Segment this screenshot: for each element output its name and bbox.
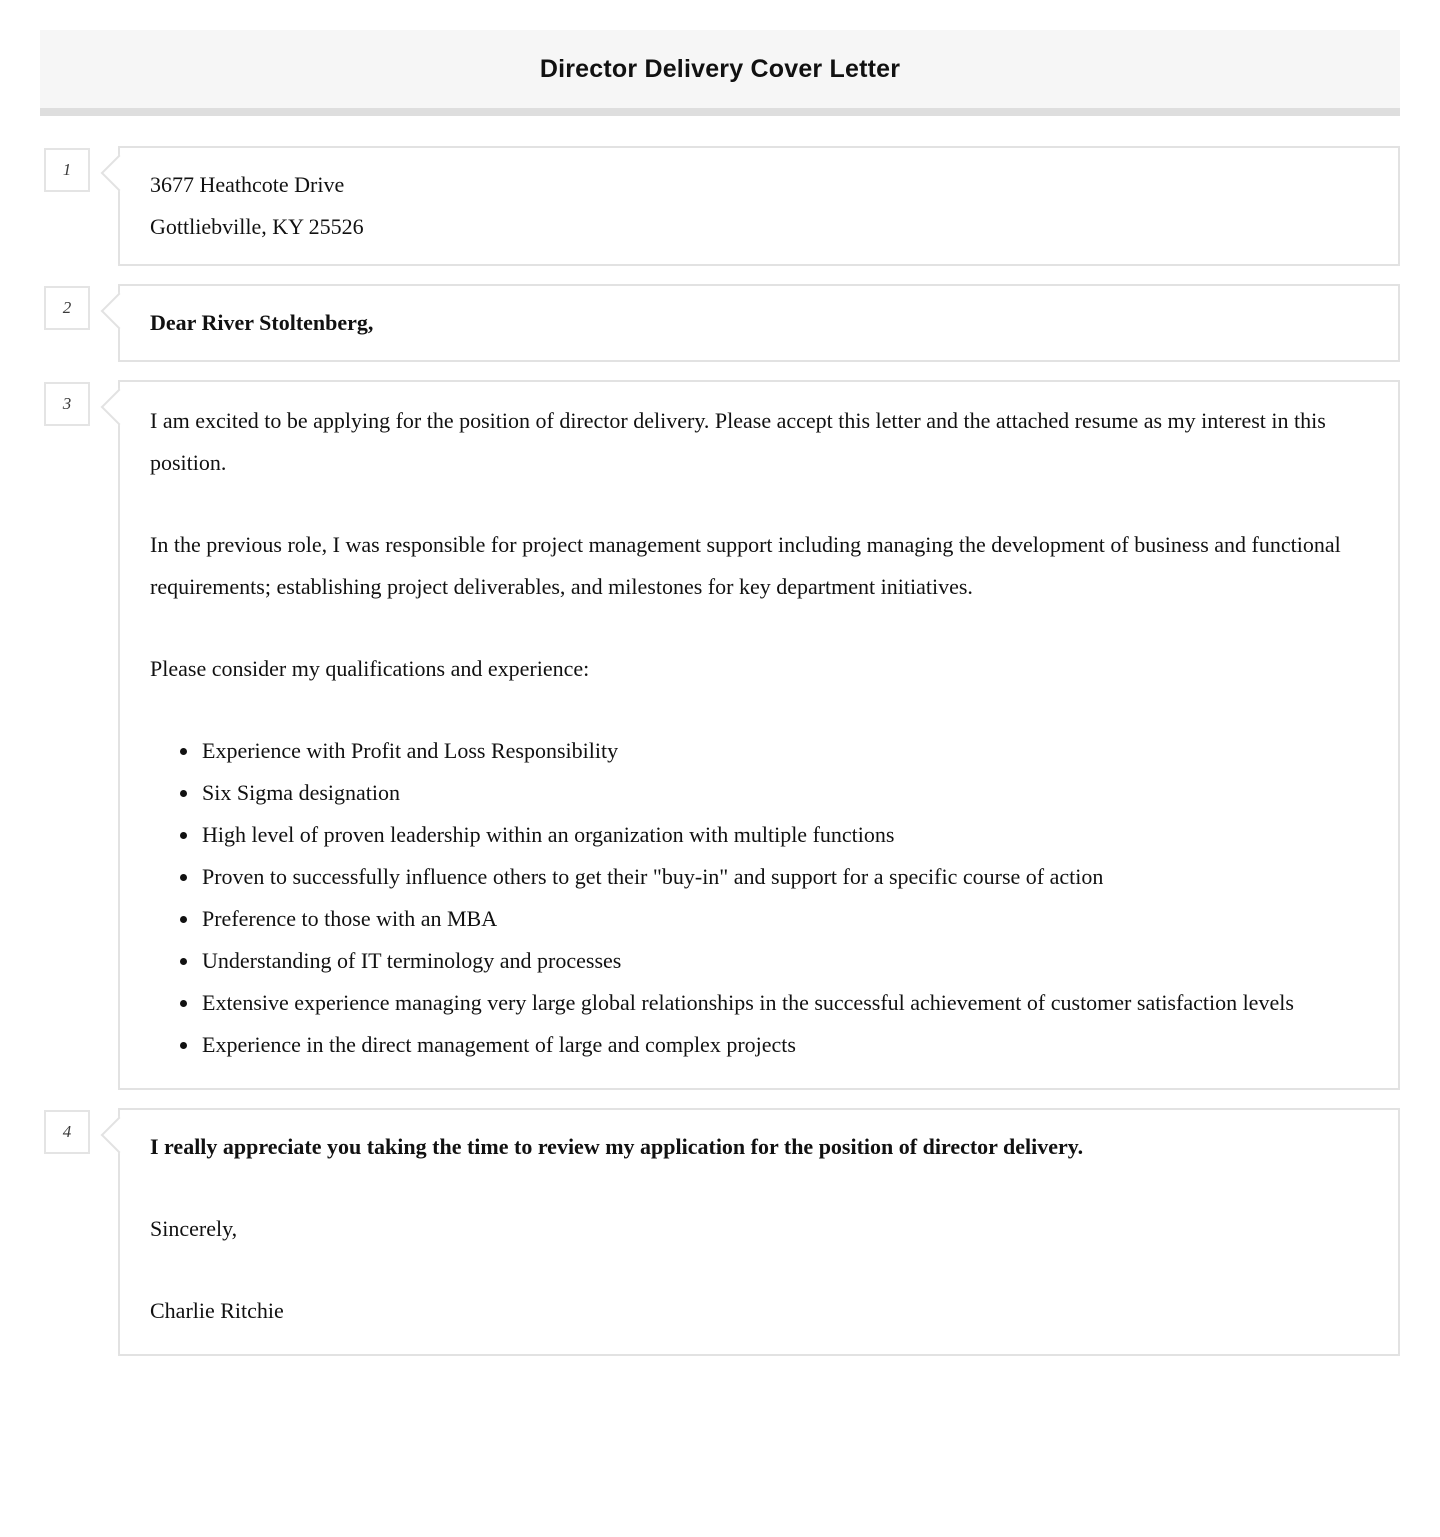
address-line-1: 3677 Heathcote Drive <box>150 172 345 197</box>
section-number: 4 <box>62 1122 72 1141</box>
closing-box <box>118 1108 1400 1356</box>
section-1-number-badge <box>44 148 90 192</box>
signature-name: Charlie Ritchie <box>150 1298 284 1323</box>
section-number: 2 <box>62 298 72 317</box>
address-box <box>118 146 1400 266</box>
address-line-2: Gottliebville, KY 25526 <box>150 214 364 239</box>
salutation-text: Dear River Stoltenberg, <box>150 310 374 335</box>
section-4-number-badge <box>44 1110 90 1154</box>
qualification-item: • Extensive experience managing very large global relationships in the successful achievement of customer satisfaction levels <box>200 982 1368 1024</box>
qualification-item: • Preference to those with an MBA <box>200 898 1368 940</box>
title-bar <box>40 30 1400 116</box>
section-body <box>62 380 1400 1090</box>
salutation-box <box>118 284 1400 362</box>
page-title: Director Delivery Cover Letter <box>539 54 901 83</box>
qualification-item: • Experience in the direct management of large and complex projects <box>200 1024 1368 1066</box>
section-number: 1 <box>62 160 72 179</box>
qualifications-list <box>150 730 1368 1066</box>
qualification-item: • Proven to successfully influence others to get their "buy-in" and support for a specific course of action <box>200 856 1368 898</box>
closing-paragraph: I really appreciate you taking the time to review my application for the position of director delivery. <box>150 1134 1084 1159</box>
body-paragraph-2: In the previous role, I was responsible for project management support including managing the development of business and functional requirements; establishing project deliverables, and milestones for key department initiatives. <box>150 532 1341 599</box>
section-address <box>62 146 1400 266</box>
signoff-text: Sincerely, <box>150 1216 238 1241</box>
qualification-item: • Understanding of IT terminology and processes <box>200 940 1368 982</box>
section-2-number-badge <box>44 286 90 330</box>
qualification-item: • Six Sigma designation <box>200 772 1368 814</box>
body-box <box>118 380 1400 1090</box>
qualification-item: • High level of proven leadership within an organization with multiple functions <box>200 814 1368 856</box>
body-paragraph-1: I am excited to be applying for the position of director delivery. Please accept this letter and the attached resume as my interest in this position. <box>150 408 1326 475</box>
section-closing <box>62 1108 1400 1356</box>
qualification-item: • Experience with Profit and Loss Responsibility <box>200 730 1368 772</box>
section-number: 3 <box>62 394 72 413</box>
body-paragraph-3: Please consider my qualifications and experience: <box>150 656 590 681</box>
section-3-number-badge <box>44 382 90 426</box>
section-salutation <box>62 284 1400 362</box>
